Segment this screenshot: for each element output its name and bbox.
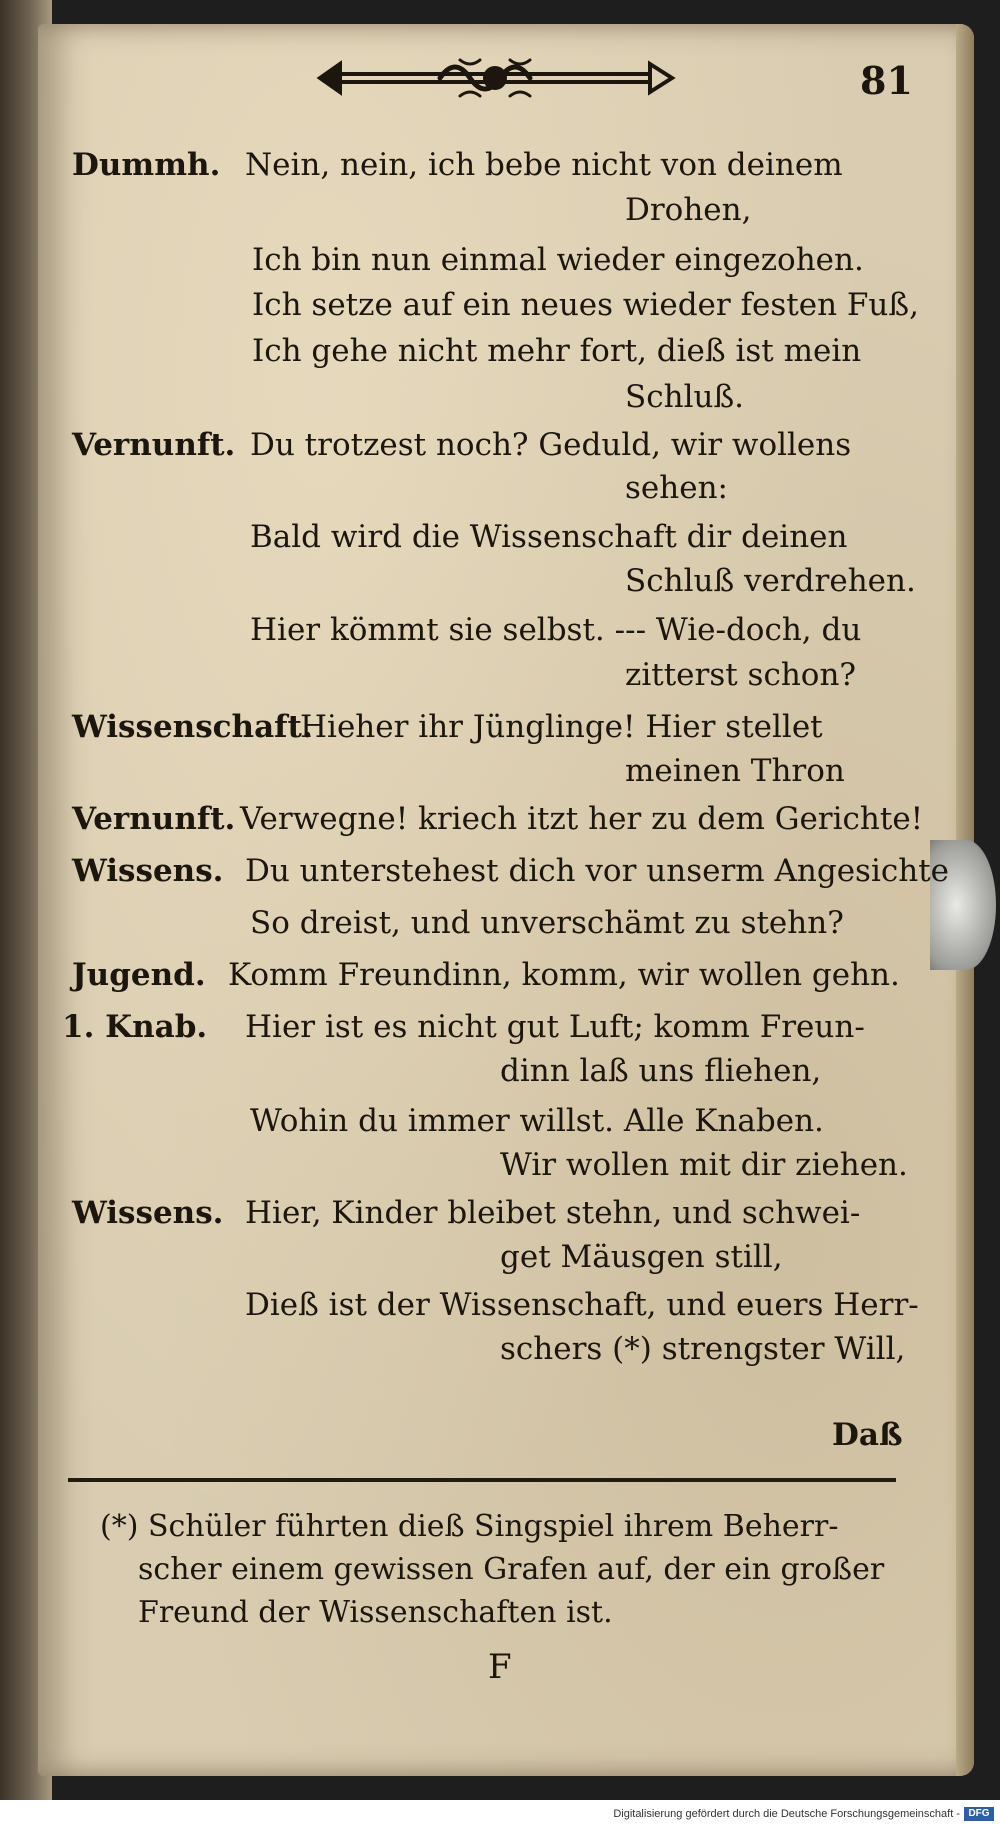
head-ornament-icon	[310, 50, 680, 110]
verse-line: Hier kömmt sie selbst. --- Wie-doch, du	[250, 612, 862, 648]
verse-line: Wohin du immer willst. Alle Knaben.	[250, 1103, 824, 1139]
page-number: 81	[860, 58, 913, 103]
verse-line: Drohen,	[625, 192, 752, 228]
verse-line: Komm Freundinn, komm, wir wollen gehn.	[228, 957, 900, 993]
verse-line: sehen:	[625, 470, 728, 506]
footnote-line: scher einem gewissen Grafen auf, der ein großer	[138, 1552, 885, 1587]
verse-line: Hieher ihr Jünglinge! Hier stellet	[300, 709, 823, 745]
speaker-label: Dummh.	[72, 147, 221, 183]
speaker-label: Vernunft.	[72, 801, 236, 837]
speaker-label: Wissenschaft.	[72, 709, 313, 745]
verse-line: Bald wird die Wissenschaft dir deinen	[250, 519, 848, 555]
catchword: Daß	[832, 1417, 903, 1453]
speaker-label: Jugend.	[72, 957, 206, 993]
verse-line: So dreist, und unverschämt zu stehn?	[250, 905, 844, 941]
verse-line: Nein, nein, ich bebe nicht von deinem	[245, 147, 843, 183]
speaker-label: 1. Knab.	[62, 1009, 208, 1045]
verse-line: Ich setze auf ein neues wieder festen Fuß,	[252, 287, 919, 323]
verse-line: Ich bin nun einmal wieder eingezohen.	[252, 242, 864, 278]
speaker-label: Wissens.	[72, 1195, 224, 1231]
verse-line: Schluß.	[625, 379, 745, 415]
footer-credit: Digitalisierung gefördert durch die Deutsche Forschungsgemeinschaft -	[613, 1808, 960, 1820]
verse-line: Schluß verdrehen.	[625, 563, 916, 599]
verse-line: Du trotzest noch? Geduld, wir wollens	[250, 427, 852, 463]
verse-line: Ich gehe nicht mehr fort, dieß ist mein	[252, 333, 862, 369]
verse-line: Hier ist es nicht gut Luft; komm Freun-	[245, 1009, 865, 1045]
verse-line: dinn laß uns fliehen,	[500, 1053, 822, 1089]
verse-line: Verwegne! kriech itzt her zu dem Gerichte!	[240, 801, 924, 837]
dfg-logo: DFG	[964, 1807, 994, 1821]
verse-line: get Mäusgen still,	[500, 1239, 783, 1275]
footnote-line: Freund der Wissenschaften ist.	[138, 1595, 613, 1630]
footnote-line: (*) Schüler führten dieß Singspiel ihrem Beherr-	[100, 1509, 839, 1544]
verse-line: zitterst schon?	[625, 657, 857, 693]
verse-line: Wir wollen mit dir ziehen.	[500, 1147, 908, 1183]
verse-line: Du unterstehest dich vor unserm Angesichte	[245, 853, 950, 889]
signature-mark: F	[488, 1647, 512, 1687]
speaker-label: Vernunft.	[72, 427, 236, 463]
footnote-rule	[68, 1478, 896, 1482]
verse-line: Hier, Kinder bleibet stehn, und schwei-	[245, 1195, 861, 1231]
verse-line: Dieß ist der Wissenschaft, und euers Herr-	[245, 1287, 919, 1323]
verse-line: meinen Thron	[625, 753, 845, 789]
verse-line: schers (*) strengster Will,	[500, 1331, 906, 1367]
speaker-label: Wissens.	[72, 853, 224, 889]
